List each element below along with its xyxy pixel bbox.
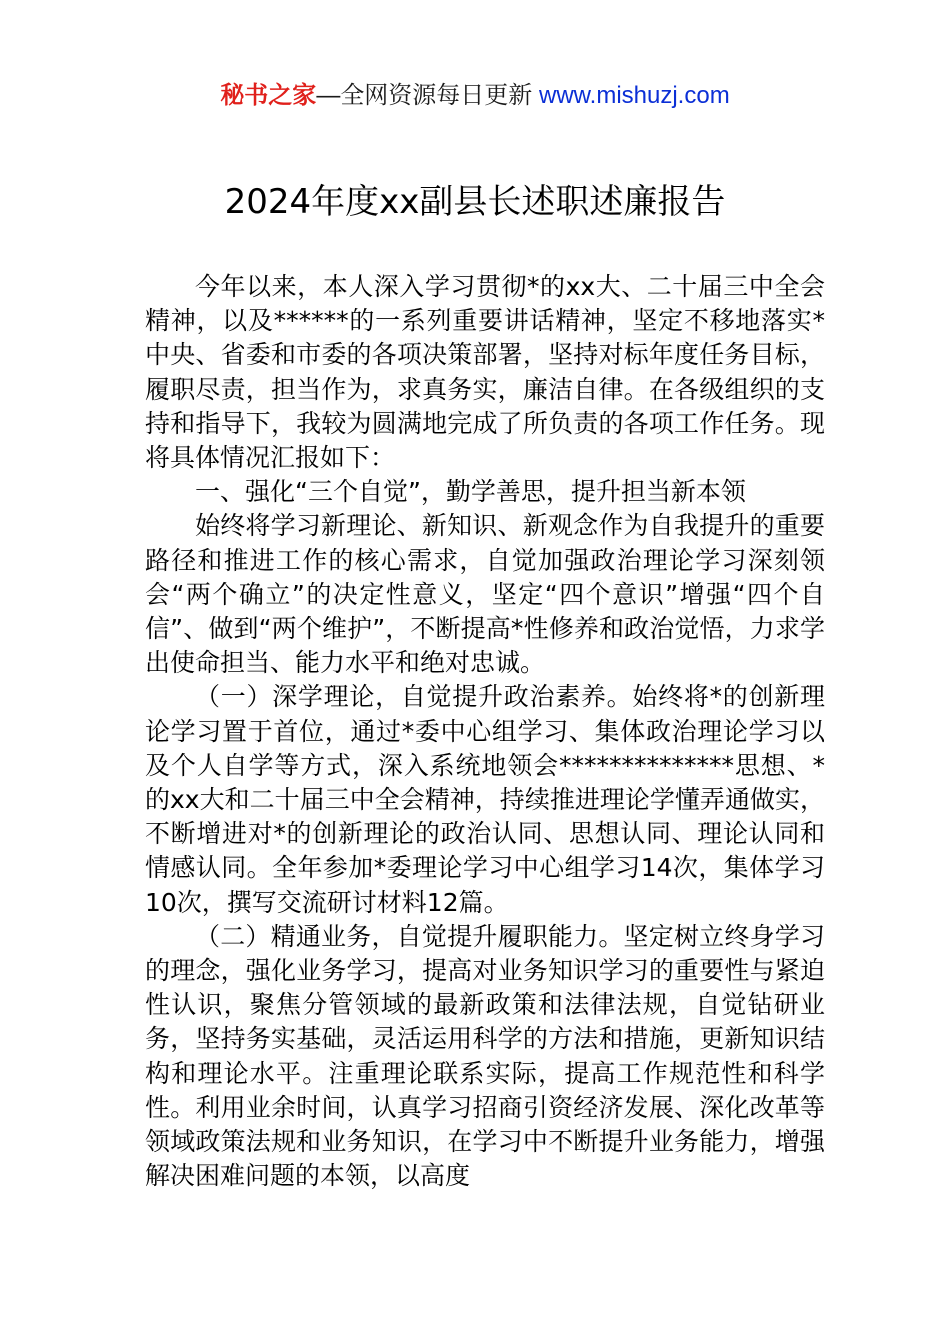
subsection-paragraph: （一）深学理论，自觉提升政治素养。始终将*的创新理论学习置于首位，通过*委中心组学习、集体政治理论学习以及个人自学等方式，深入系统地领会**************思想、*的xx大和二十届三中全会精神，持续推进理论学懂弄通做实，不断增进对*的创新理论的政治认同、思想认同、理论认同和情感认同。全年参加*委理论学习中心组学习14次，集体学习10次，撰写交流研讨材料12篇。 [145,682,825,917]
site-url-link[interactable]: www.mishuzj.com [538,82,730,109]
site-brand: 秘书之家 [220,82,317,109]
document-body [145,270,825,1193]
subsection-paragraph: （二）精通业务，自觉提升履职能力。坚定树立终身学习的理念，强化业务学习，提高对业务知识学习的重要性与紧迫性认识，聚焦分管领域的最新政策和法律法规，自觉钻研业务，坚持务实基础，灵活运用科学的方法和措施，更新知识结构和理论水平。注重理论联系实际，提高工作规范性和科学性。利用业余时间，认真学习招商引资经济发展、深化改革等领域政策法规和业务知识，在学习中不断提升业务能力，增强解决困难问题的本领，以高度 [145,921,825,1191]
section-heading: 一、强化“三个自觉”，勤学善思，提升担当新本领 [195,477,746,507]
section-paragraph: 始终将学习新理论、新知识、新观念作为自我提升的重要路径和推进工作的核心需求，自觉加强政治理论学习深刻领会“两个确立”的决定性意义，坚定“四个意识”增强“四个自信”、做到“两个维护”，不断提高*性修养和政治觉悟，力求学出使命担当、能力水平和绝对忠诚。 [145,511,825,678]
site-header [0,80,950,112]
document-title: 2024年度xx副县长述职述廉报告 [224,182,726,222]
intro-paragraph: 今年以来，本人深入学习贯彻*的xx大、二十届三中全会精神，以及******的一系列重要讲话精神，坚定不移地落实*中央、省委和市委的各项决策部署，坚持对标年度任务目标，履职尽责，担当作为，求真务实，廉洁自律。在各级组织的支持和指导下，我较为圆满地完成了所负责的各项工作任务。现将具体情况汇报如下： [145,272,825,473]
site-tagline: —全网资源每日更新 [316,82,539,109]
